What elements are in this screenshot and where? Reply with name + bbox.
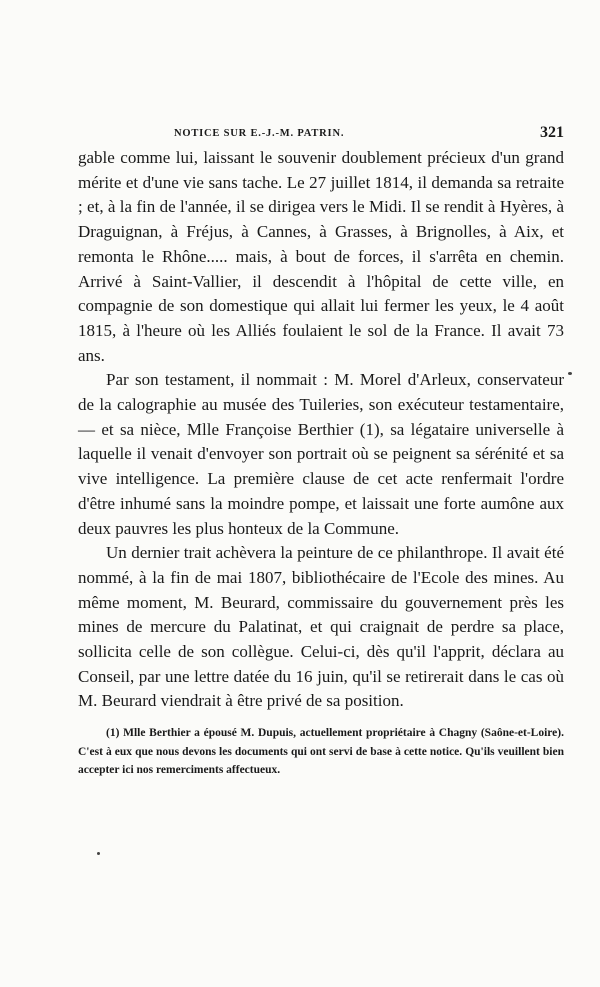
paragraph-3: Un dernier trait achèvera la peinture de ce philanthrope. Il avait été nommé, à la fin de mai 1807, bibliothécaire de l'Ecole des mines. Au même moment, M. Beurard, commissaire du gouvernement près les mines de mercure du Palatinat, et qui craignait de perdre sa place, sollicita celle de son collègue. Celui-ci, dès qu'il l'apprit, déclara au Conseil, par une lettre datée du 16 juin, qu'il se retirerait dans le cas où M. Beurard viendrait à être privé de sa position. — [78, 543, 564, 711]
paragraph-1: gable comme lui, laissant le souvenir doublement précieux d'un grand mérite et d'une vie sans tache. Le 27 juillet 1814, il demanda sa retraite ; et, à la fin de l'année, il se dirigea vers le Midi. Il se rendit à Hyères, à Draguignan, à Fréjus, à Cannes, à Grasses, à Brignolles, à Aix, et remonta le Rhône..... mais, à bout de forces, il s'arrêta en chemin. Arrivé à Saint-Vallier, il descendit à l'hôpital de cette ville, en compagnie de son domestique qui allait lui fermer les yeux, le 4 août 1815, à l'heure où les Alliés foulaient le sol de la France. Il avait 73 ans. — [78, 148, 564, 365]
main-text — [78, 146, 564, 714]
footnote — [78, 724, 564, 780]
footnote-text: (1) Mlle Berthier a épousé M. Dupuis, actuellement propriétaire à Chagny (Saône-et-Loire). C'est à eux que nous devons les documents qui ont servi de base à cette notice. Qu'ils veuillent bien accepter ici nos remerciments affectueux. — [78, 727, 564, 776]
page-header — [78, 124, 564, 148]
paragraph-2: Par son testament, il nommait : M. Morel d'Arleux, conservateur de la calographie au musée des Tuileries, son exécuteur testamentaire, — et sa nièce, Mlle Françoise Berthier (1), sa légataire universelle à laquelle il venait d'envoyer son portrait où se peignent sa sérénité et sa vive intelligence. La première clause de cet acte renfermait l'ordre d'être inhumé sans la moindre pompe, et laissait une forte aumône aux deux pauvres les plus honteux de la Commune. — [78, 370, 564, 538]
ink-speck — [97, 852, 100, 855]
page-number: 321 — [540, 124, 564, 141]
running-title: NOTICE SUR E.-J.-M. PATRIN. — [174, 128, 345, 139]
ink-speck — [568, 372, 572, 375]
